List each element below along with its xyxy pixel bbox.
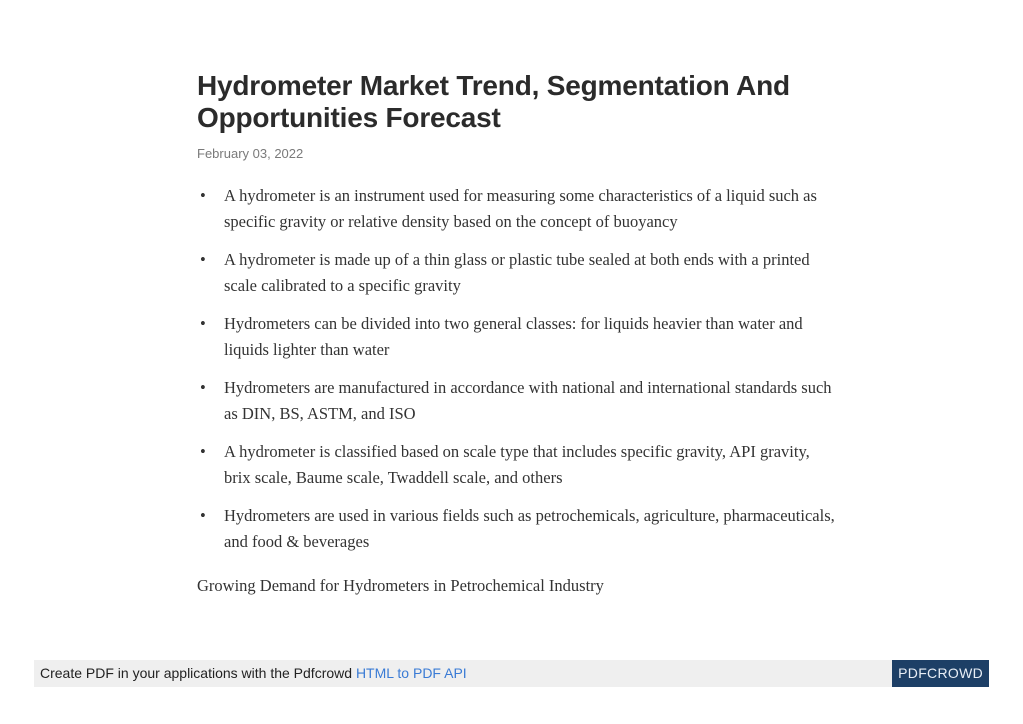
list-item-text: A hydrometer is made up of a thin glass or plastic tube sealed at both ends with a printed scale calibrated to a specific gravity bbox=[224, 250, 810, 295]
bullet-icon: • bbox=[200, 314, 206, 333]
list-item-text: Hydrometers can be divided into two general classes: for liquids heavier than water and liquids lighter than water bbox=[224, 314, 803, 359]
list-item-text: A hydrometer is classified based on scale type that includes specific gravity, API gravity, brix scale, Baume scale, Twaddell scale, and others bbox=[224, 442, 810, 487]
html-to-pdf-api-link[interactable]: HTML to PDF API bbox=[355, 665, 467, 681]
list-item-text: Hydrometers are used in various fields such as petrochemicals, agriculture, pharmaceuticals, and food & beverages bbox=[224, 506, 835, 551]
list-item bbox=[197, 439, 837, 491]
pdf-footer-bar bbox=[34, 660, 989, 687]
bullet-icon: • bbox=[200, 378, 206, 397]
page-title: Hydrometer Market Trend, Segmentation And Opportunities Forecast bbox=[197, 70, 790, 133]
footer-message: Create PDF in your applications with the Pdfcrowd bbox=[40, 665, 356, 681]
bullet-list bbox=[197, 183, 837, 555]
section-paragraph: Growing Demand for Hydrometers in Petrochemical Industry bbox=[197, 576, 604, 595]
list-item bbox=[197, 503, 837, 555]
list-item bbox=[197, 247, 837, 299]
bullet-icon: • bbox=[200, 186, 206, 205]
bullet-icon: • bbox=[200, 250, 206, 269]
list-item-text: A hydrometer is an instrument used for measuring some characteristics of a liquid such as specific gravity or relative density based on the concept of buoyancy bbox=[224, 186, 817, 231]
list-item bbox=[197, 183, 837, 235]
footer-text bbox=[40, 665, 467, 681]
bullet-icon: • bbox=[200, 506, 206, 525]
bullet-icon: • bbox=[200, 442, 206, 461]
list-item-text: Hydrometers are manufactured in accordance with national and international standards such as DIN, BS, ASTM, and ISO bbox=[224, 378, 832, 423]
article bbox=[197, 70, 837, 599]
publish-date: February 03, 2022 bbox=[197, 146, 304, 161]
pdfcrowd-brand-button[interactable]: PDFCROWD bbox=[892, 660, 989, 687]
list-item bbox=[197, 375, 837, 427]
list-item bbox=[197, 311, 837, 363]
